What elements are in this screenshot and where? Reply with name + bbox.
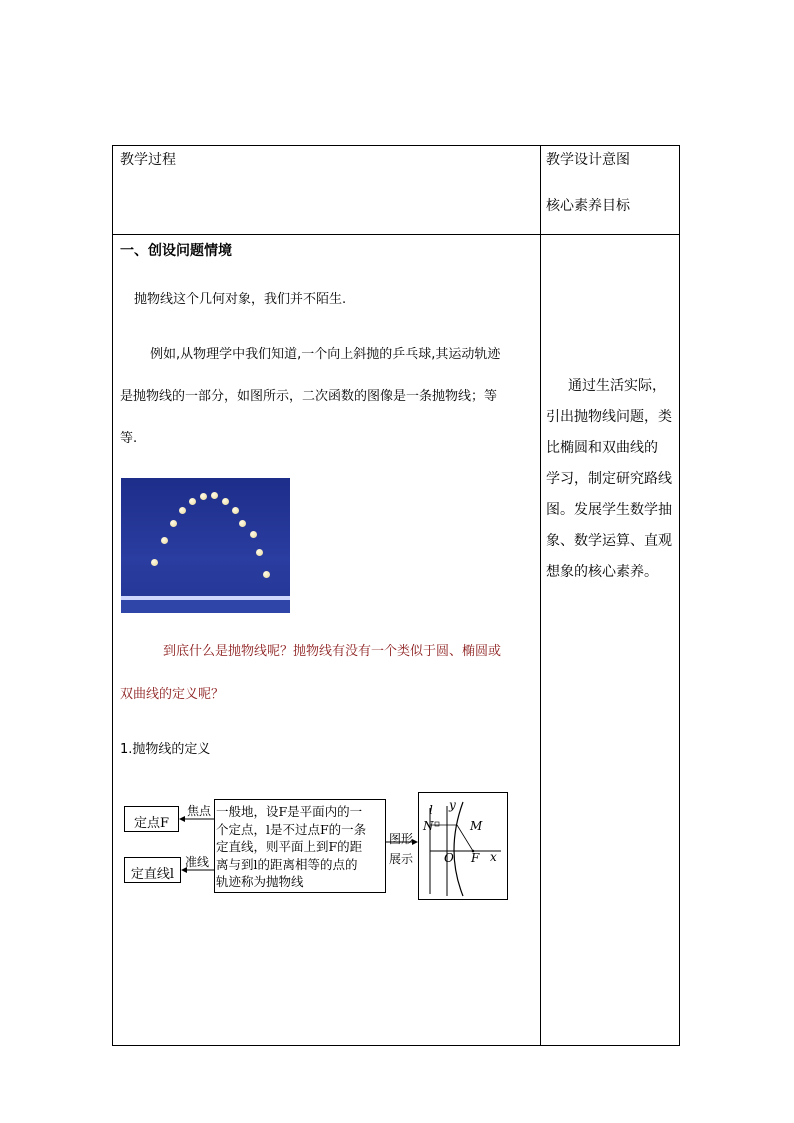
design-intent-line: 学习，制定研究路线 (546, 471, 672, 487)
definition-line: 定直线，则平面上到F的距 (216, 839, 363, 854)
show-arrow-label-1: 图形 (389, 832, 414, 846)
subheading-definition: 1.抛物线的定义 (120, 742, 211, 757)
focus-arrow-label: 焦点 (187, 804, 212, 818)
example-line-2: 是抛物线的一部分，如图所示，二次函数的图像是一条抛物线；等 (120, 389, 498, 404)
header-core-literacy: 核心素养目标 (546, 198, 630, 214)
intro-paragraph: 抛物线这个几何对象，我们并不陌生. (134, 292, 347, 307)
graph-label-O: O (444, 851, 454, 865)
design-intent-line: 比椭圆和双曲线的 (546, 440, 658, 456)
fixed-line-label: 定直线l (130, 867, 175, 882)
graph-label-x: x (490, 850, 497, 864)
ball (179, 507, 186, 514)
ball (232, 507, 239, 514)
ball (239, 520, 246, 527)
header-design-intent: 教学设计意图 (546, 152, 630, 168)
fixed-line-box (124, 857, 181, 883)
definition-text (216, 803, 366, 891)
ball (263, 571, 270, 578)
show-arrow-label-2: 展示 (389, 852, 414, 866)
header-divider (113, 234, 679, 235)
ball (170, 520, 177, 527)
graph-label-y: y (449, 798, 456, 812)
graph-label-N: N (423, 819, 434, 833)
column-divider (540, 146, 541, 1045)
directrix-arrow-label: 准线 (185, 855, 210, 869)
question-line-1: 到底什么是抛物线呢？抛物线有没有一个类似于圆、椭圆或 (163, 644, 502, 659)
ball (222, 498, 229, 505)
section-heading: 一、创设问题情境 (120, 243, 232, 259)
ball (189, 498, 196, 505)
ball (200, 493, 207, 500)
ball (161, 537, 168, 544)
graph-label-F: F (471, 851, 480, 865)
graph-label-M: M (470, 819, 483, 833)
definition-line: 个定点，l是不过点F的一条 (216, 821, 367, 837)
example-line-3: 等. (120, 431, 138, 446)
header-teaching-process: 教学过程 (120, 152, 176, 168)
example-line-1: 例如,从物理学中我们知道,一个向上斜抛的乒乓球,其运动轨迹 (150, 347, 501, 362)
ball (211, 492, 218, 499)
design-intent-paragraph (546, 371, 676, 588)
design-intent-line: 想象的核心素养。 (546, 564, 658, 580)
question-line-2: 双曲线的定义呢？ (120, 687, 225, 702)
definition-line: 离与到l的距离相等的点的 (216, 856, 358, 872)
design-intent-line: 图。发展学生数学抽 (546, 502, 672, 518)
ball (256, 549, 263, 556)
definition-line: 轨迹称为抛物线 (216, 874, 304, 889)
design-intent-line: 引出抛物线问题，类 (546, 409, 672, 425)
fixed-point-label: 定点F (133, 816, 170, 831)
definition-line: 一般地，设F是平面内的一 (216, 804, 363, 819)
ground-strip (121, 600, 290, 613)
ball (250, 531, 257, 538)
graph-label-l: l (429, 803, 433, 817)
ping-pong-trajectory-photo (121, 478, 290, 613)
design-intent-line: 通过生活实际， (568, 378, 666, 394)
design-intent-line: 象、数学运算、直观 (546, 533, 672, 549)
ball (151, 559, 158, 566)
fixed-point-box (124, 806, 179, 832)
